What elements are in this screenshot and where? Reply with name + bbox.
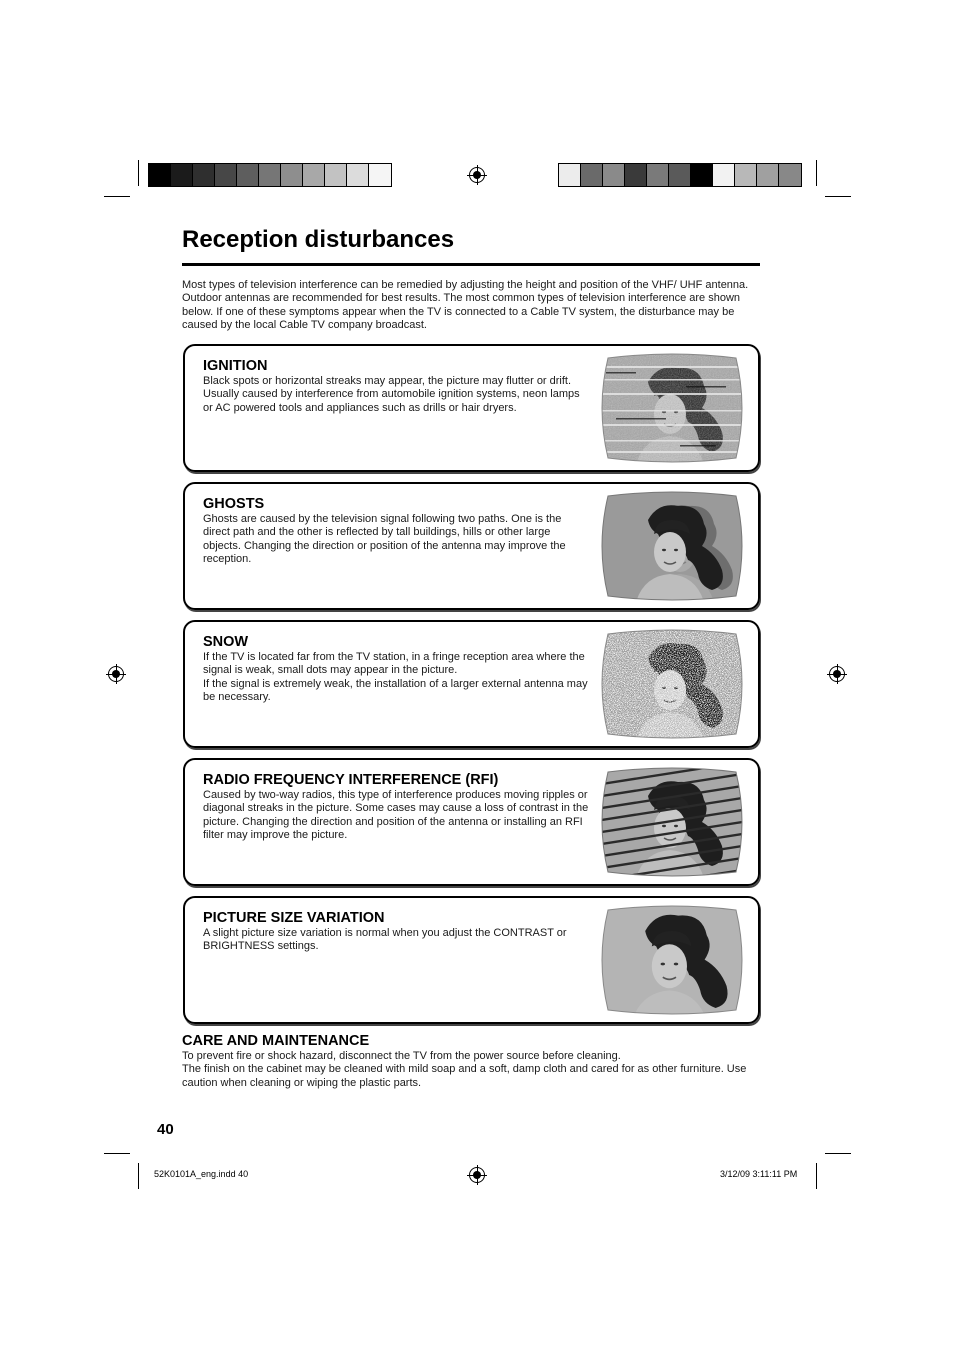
registration-mark-icon [829,666,845,682]
care-text: To prevent fire or shock hazard, disconnect the TV from the power source before cleaning. [182,1050,621,1062]
section-text: Ghosts are caused by the television signal following two paths. One is the direct path and the other is reflected by tall buildings, hills or other large objects. Changing the direction or position of the antenna may improve the reception. [203,513,566,565]
section-heading: IGNITION [203,358,268,374]
section-text: If the signal is extremely weak, the installation of a larger external antenna may be necessary. [203,677,588,703]
section-text: If the TV is located far from the TV station, in a fringe reception area where the signal is weak, small dots may appear in the picture. [203,651,585,677]
crop-mark [104,1153,130,1154]
crop-mark [816,160,817,186]
ghosts-section [183,482,760,610]
tv-screen-snow-icon [596,628,748,740]
crop-mark [825,196,851,197]
crop-mark [825,1153,851,1154]
registration-mark-icon [108,666,124,682]
section-heading: GHOSTS [203,496,265,512]
color-calibration-bar-right [558,163,802,187]
intro-paragraph: Most types of television interference can be remedied by adjusting the height and position of the VHF/ UHF antenna. Outdoor antennas are recommended for best results. The most common types of television interference are shown below. If one of these symptoms appear when the TV is connected to a Cable TV system, the disturbance may be caused by the local Cable TV company broadcast. [182,279,749,331]
tv-screen-ignition-interference-icon [596,352,748,464]
section-heading: SNOW [203,634,249,650]
care-text: The finish on the cabinet may be cleaned with mild soap and a soft, damp cloth and cared for as other furniture. Use caution when cleaning or wiping the plastic parts. [182,1063,747,1089]
section-body [203,927,589,954]
registration-mark-icon [469,167,485,183]
picture-size-variation-section [183,896,760,1024]
care-body [182,1050,772,1090]
care-heading: CARE AND MAINTENANCE [182,1033,370,1049]
footer-timestamp: 3/12/09 3:11:11 PM [720,1169,798,1179]
section-text: A slight picture size variation is normal when you adjust the CONTRAST or BRIGHTNESS settings. [203,927,567,953]
registration-mark-icon [469,1167,485,1183]
tv-screen-rfi-icon [596,766,748,878]
ignition-section [183,344,760,472]
section-body [203,789,589,842]
tv-screen-ghosts-icon [596,490,748,602]
page-title: Reception disturbances [182,226,455,253]
page-number: 40 [157,1121,174,1138]
section-body [203,375,589,415]
color-calibration-bar-left [148,163,392,187]
section-text: Caused by two-way radios, this type of interference produces moving ripples or diagonal streaks in the picture. Some cases may cause a loss of contrast in the picture. Changing the direction and position of the antenna or installing an RFI filter may improve the picture. [203,789,589,841]
crop-mark [138,1163,139,1189]
footer-file-name: 52K0101A_eng.indd 40 [154,1169,249,1179]
section-heading: RADIO FREQUENCY INTERFERENCE (RFI) [203,772,499,788]
crop-mark [816,1163,817,1189]
section-heading: PICTURE SIZE VARIATION [203,910,385,926]
tv-screen-size-variation-icon [596,904,748,1016]
snow-section [183,620,760,748]
rfi-section [183,758,760,886]
crop-mark [138,160,139,186]
section-text: Black spots or horizontal streaks may appear, the picture may flutter or drift. Usually caused by interference from automobile ignition systems, neon lamps or AC powered tools and appliances such as drills or hair dryers. [203,375,580,414]
title-rule [182,263,760,266]
section-body [203,513,589,566]
section-body [203,651,589,704]
crop-mark [104,196,130,197]
